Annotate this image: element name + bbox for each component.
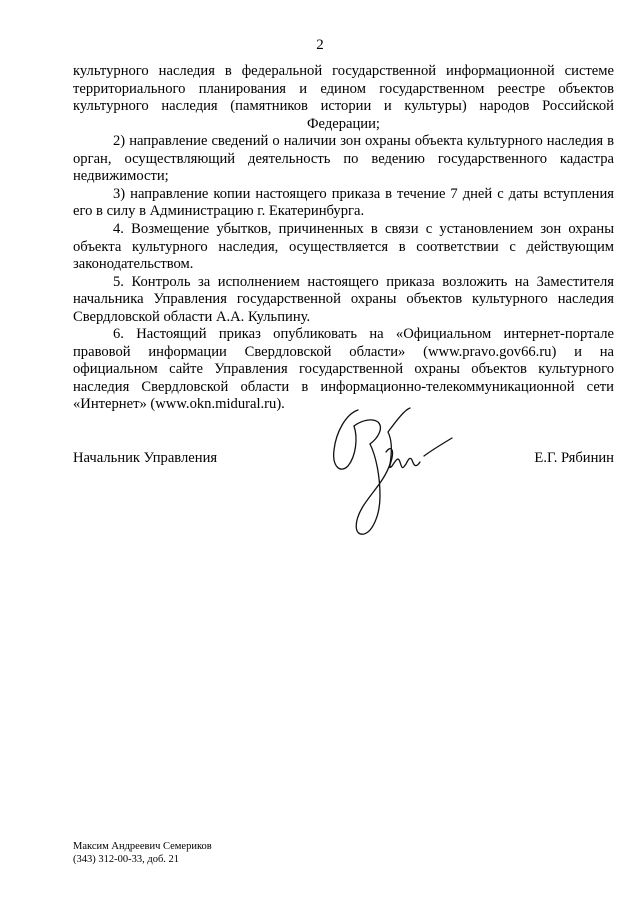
paragraph-item-6: 6. Настоящий приказ опубликовать на «Официальном интернет-портале правовой информации Свердловской области» (www.pravo.gov66.ru) и на официальном сайте Управления государственной охраны объектов культурного наследия Свердловской области в информационно-телекоммуникационной сети «Интернет» (www.okn.midural.ru).: [73, 326, 614, 413]
executor-info: [73, 840, 212, 866]
executor-name: Максим Андреевич Семериков: [73, 841, 212, 852]
signatory-title: Начальник Управления: [73, 450, 218, 466]
paragraph-item-5: 5. Контроль за исполнением настоящего приказа возложить на Заместителя начальника Управления государственной охраны объектов культурного наследия Свердловской области А.А. Кульпину.: [73, 273, 614, 325]
paragraph-item-2: 2) направление сведений о наличии зон охраны объекта культурного наследия в орган, осуществляющий деятельность по ведению государственного кадастра недвижимости;: [73, 133, 614, 185]
executor-phone: (343) 312-00-33, доб. 21: [73, 854, 180, 865]
paragraph-item-3: 3) направление копии настоящего приказа в течение 7 дней с даты вступления его в силу в Администрацию г. Екатеринбурга.: [73, 185, 614, 220]
page-number: 2: [316, 37, 324, 53]
paragraph-item-4: 4. Возмещение убытков, причиненных в связи с установлением зон охраны объекта культурного наследия, осуществляется в соответствии с действующим законодательством.: [73, 221, 614, 273]
handwritten-signature: [328, 404, 463, 544]
document-body: [73, 63, 614, 414]
paragraph-continuation: культурного наследия в федеральной государственной информационной системе территориального планирования и едином государственном реестре объектов культурного наследия (памятников истории и культуры) народов Российской Федерации;: [73, 63, 614, 132]
signatory-name: Е.Г. Рябинин: [534, 450, 614, 466]
